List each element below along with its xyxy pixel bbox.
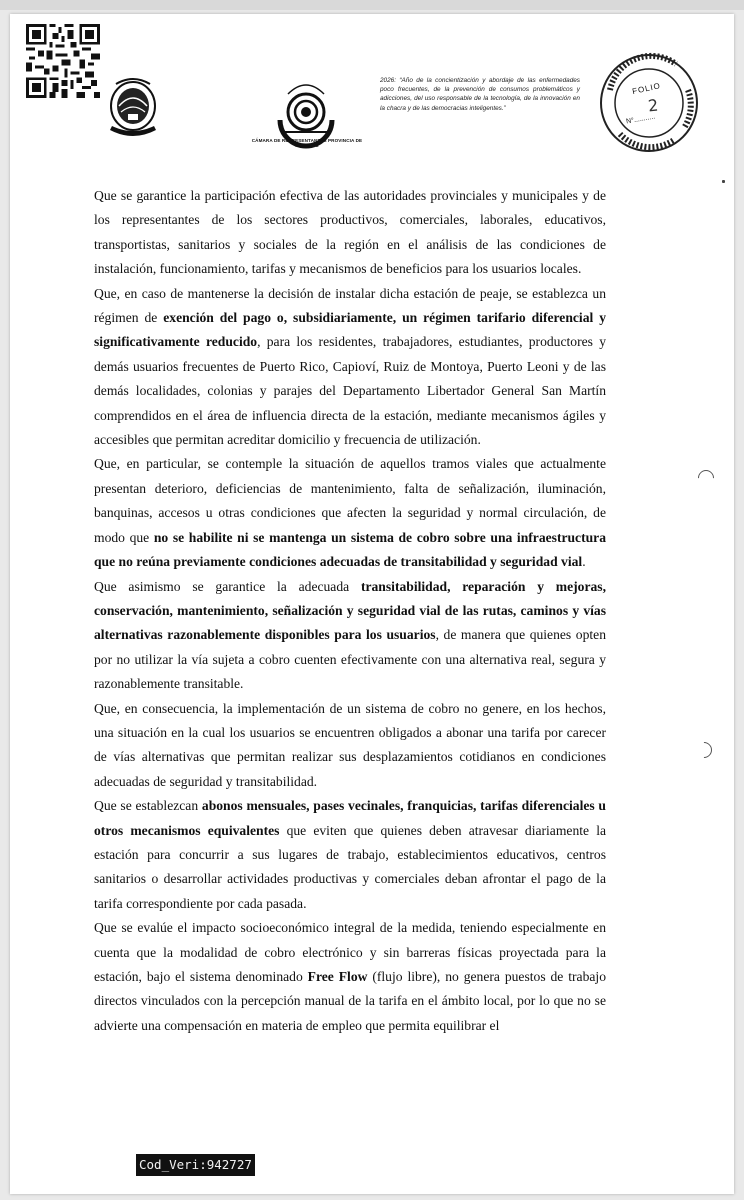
bold-text: Free Flow: [307, 969, 368, 984]
paragraph-text: , de manera que quienes opten por no utilizar la vía sujeta a cobro cuenten efectivamente con una alternativa real, segura y razonablemente transitable.: [94, 627, 606, 692]
paragraph-text: Que se evalúe el impacto socioeconómico integral de la medida, teniendo especialmente en cuenta que la modalidad de cobro electrónico y sin barreras físicas proyectada para la estación, bajo el sistema denominado: [94, 920, 606, 984]
body-paragraph: [94, 575, 606, 697]
punch-hole-mark: [695, 467, 718, 490]
body-paragraph: [94, 794, 606, 916]
paragraph-text: Que se establezcan: [94, 798, 202, 814]
province-shield-icon: [104, 76, 162, 140]
paragraph-text: Que, en consecuencia, la implementación de un sistema de cobro no genere, en los hechos, una situación en la cual los usuarios se encuentren obligados a abonar una tarifa por carecer de vías alternativas que permitan realizar sus desplazamientos cotidianos en condiciones adecuadas de seguridad y transitabilidad.: [94, 700, 606, 789]
document-body: [94, 184, 606, 1038]
verification-code: Cod_Veri:942727: [136, 1154, 255, 1176]
paragraph-text: , para los residentes, trabajadores, estudiantes, productores y demás usuarios frecuentes de Puerto Rico, Capioví, Ruiz de Montoya, Puerto Leoni y de las demás localidades, colonias y parajes del Departamento Libertador General San Martín comprendidos en el área de influencia directa de la estación, mediante mecanismos ágiles y accesibles que permitan acreditar domicilio y frecuencia de utilización.: [94, 334, 606, 448]
scan-mark: [722, 180, 725, 183]
top-edge: [0, 0, 744, 10]
bold-text: no se habilite ni se mantenga un sistema de cobro sobre una infraestructura que no reúna previamente condiciones adecuadas de transitabilidad y seguridad vial: [94, 529, 607, 570]
camara-caption: CÁMARA DE REPRESENTANTES PROVINCIA DE MISIONES: [251, 138, 363, 149]
paragraph-text: Que asimismo se garantice la adecuada: [94, 578, 361, 594]
document-page: [10, 14, 734, 1194]
body-paragraph: [94, 452, 606, 574]
body-paragraph: [94, 282, 606, 453]
stamp-number-label: N°...........: [625, 113, 656, 126]
paragraph-text: Que, en particular, se contemple la situación de aquellos tramos viales que actualmente presentan deterioro, deficiencias de mantenimiento, falta de señalización, iluminación, banquinas, accesos u otras condiciones que afecten la seguridad y normal circulación, de modo que: [94, 456, 606, 545]
body-paragraph: [94, 697, 606, 795]
stamp-folio-number: 2: [647, 95, 660, 116]
paragraph-text: (flujo libre), no genera puestos de trabajo directos vinculados con la percepción manual de la tarifa en el ámbito local, por lo que no se advierte una compensación en materia de empleo que permita equilibrar el: [94, 969, 606, 1033]
body-paragraph: [94, 916, 606, 1038]
paragraph-text: .: [582, 554, 586, 570]
paragraph-text: Que, en caso de mantenerse la decisión de instalar dicha estación de peaje, se establezca un régimen de: [94, 285, 606, 326]
paragraph-text: que eviten que quienes deben atravesar diariamente la estación para concurrir a sus lugares de trabajo, establecimientos educativos, centros sanitarios o desarrollar actividades productivas y comerciales deban afrontar el pago de la tarifa correspondiente por cada pasada.: [94, 822, 607, 911]
stamp-folio-label: FOLIO: [631, 81, 662, 97]
bold-text: transitabilidad, reparación y mejoras, conservación, mantenimiento, señalización y seguridad vial de las rutas, caminos y vías alternativas razonablemente disponibles para los usuarios: [94, 578, 606, 643]
paragraph-text: Que se garantice la participación efectiva de las autoridades provinciales y municipales y de los representantes de los sectores productivos, comerciales, laborales, educativos, transportistas, sanitarios y sociales de la región en el análisis de las condiciones de instalación, funcionamiento, tarifas y mecanismos de beneficios para los usuarios locales.: [94, 188, 606, 277]
year-motto: 2026: “Año de la concientización y abordaje de las enfermedades poco frecuentes, de la prevención de consumos problemáticos y adicciones, del uso responsable de la tecnología, de la innovación en la chacra y de las democracias inteligentes.”: [380, 77, 580, 112]
body-paragraph: [94, 184, 606, 282]
bold-text: abonos mensuales, pases vecinales, franquicias, tarifas diferenciales u otros mecanismos equivalentes: [94, 798, 606, 838]
bold-text: exención del pago o, subsidiariamente, un régimen tarifario diferencial y significativamente reducido: [94, 310, 606, 350]
qr-code-icon: [26, 24, 100, 98]
punch-hole-mark: [693, 739, 716, 762]
